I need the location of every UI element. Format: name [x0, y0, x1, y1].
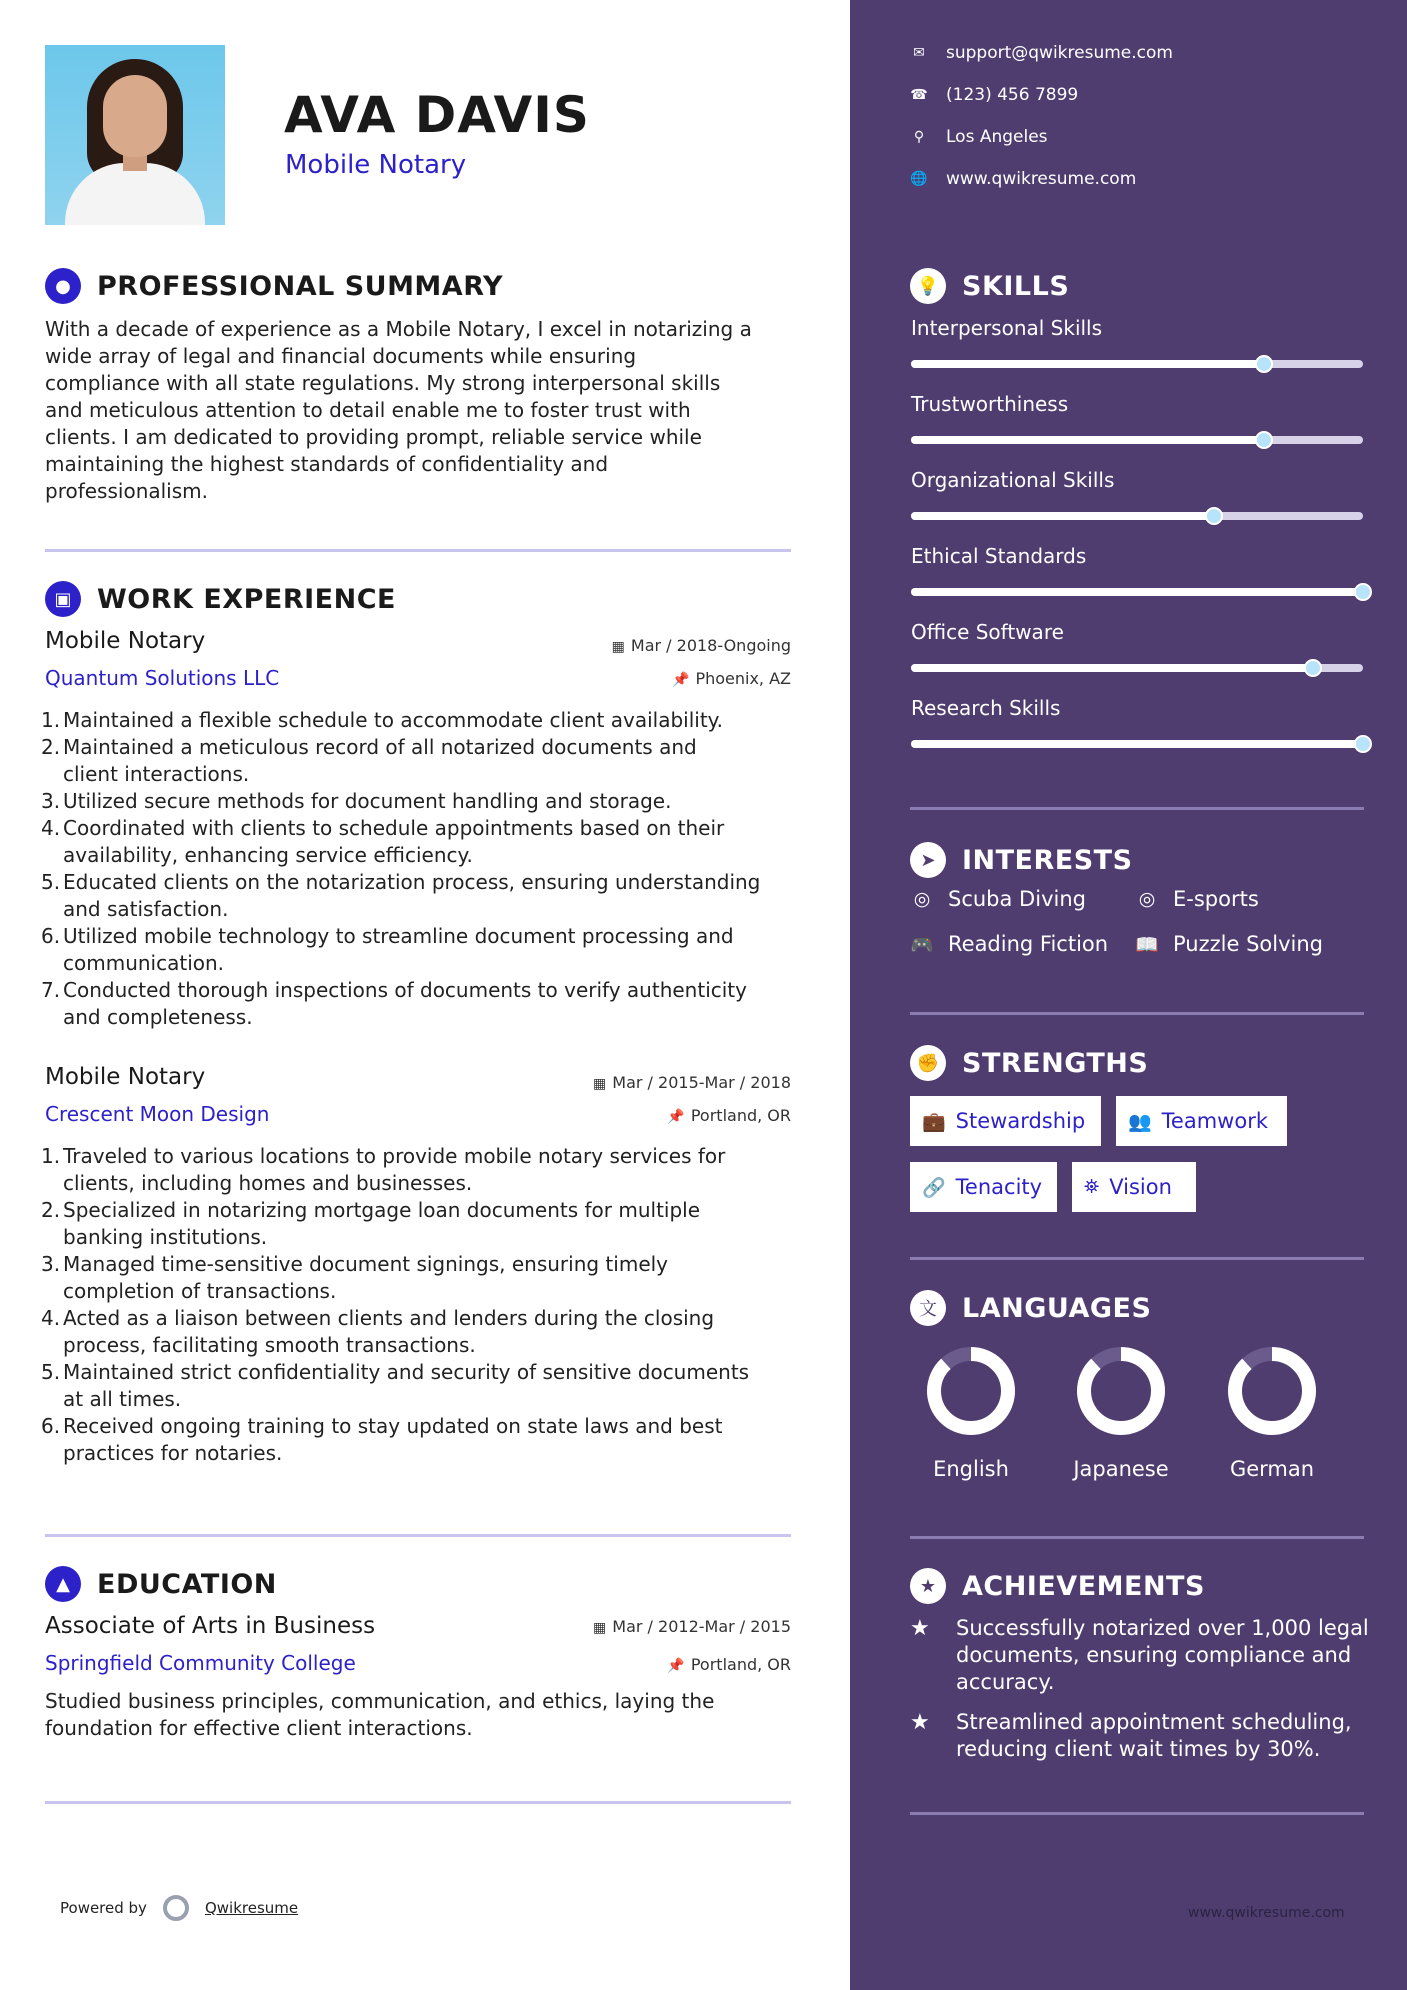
- task-item: 2. Maintained a meticulous record of all notarized documents and client interactions.: [41, 735, 697, 786]
- binoculars-icon: ⛯: [1084, 1176, 1100, 1198]
- footer-site-link[interactable]: www.qwikresume.com: [1188, 1905, 1345, 1921]
- star-badge-icon: ★: [910, 1568, 946, 1604]
- skill-bar: [911, 360, 1363, 368]
- fist-icon: ✊: [910, 1045, 946, 1081]
- skill-bar-fill: [911, 588, 1363, 596]
- summary-line: clients. I am dedicated to providing prompt, reliable service while: [45, 425, 702, 449]
- language-level-ring: [925, 1345, 1017, 1437]
- job-title: Mobile Notary: [45, 1064, 206, 1090]
- strength-badge: 🔗 Tenacity: [910, 1162, 1057, 1212]
- skills-title: SKILLS: [962, 270, 1070, 302]
- paper-plane-icon: ➤: [910, 842, 946, 878]
- calendar-icon: ▦: [611, 639, 625, 655]
- skills-heading: [910, 268, 1069, 304]
- skill-bar-fill: [911, 360, 1264, 368]
- summary-line: professionalism.: [45, 479, 208, 503]
- divider: [910, 1812, 1364, 1815]
- summary-line: maintaining the highest standards of confidentiality and: [45, 452, 609, 476]
- pin-icon: 📌: [667, 1109, 685, 1125]
- skill-name: Trustworthiness: [911, 392, 1069, 416]
- calendar-icon: ▦: [593, 1620, 607, 1636]
- globe-icon: 🌐: [910, 171, 928, 187]
- skill-bar-fill: [911, 512, 1214, 520]
- graduation-cap-icon: ▲: [45, 1566, 81, 1602]
- skill-bar: [911, 436, 1363, 444]
- candidate-name: AVA DAVIS: [284, 86, 590, 144]
- skill-bar: [911, 512, 1363, 520]
- lightbulb-icon: 💡: [910, 268, 946, 304]
- footer-powered-by: Powered by Qwikresume: [60, 1895, 298, 1921]
- experience-title: WORK EXPERIENCE: [97, 583, 396, 615]
- skill-level-knob: [1255, 355, 1273, 373]
- qwikresume-logo-icon: [163, 1895, 189, 1921]
- divider: [910, 807, 1364, 810]
- life-ring-icon: ◎: [913, 888, 931, 910]
- achievements-title: ACHIEVEMENTS: [962, 1570, 1205, 1602]
- task-item: 6. Received ongoing training to stay updated on state laws and best practices for notaries.: [41, 1414, 723, 1465]
- phone-icon: ☎: [910, 87, 928, 103]
- job-location: 📌 Phoenix, AZ: [672, 669, 791, 688]
- job-location: 📌 Portland, OR: [667, 1106, 791, 1125]
- summary-line: compliance with all state regulations. My strong interpersonal skills: [45, 371, 721, 395]
- divider: [45, 1801, 791, 1804]
- task-item: 5. Educated clients on the notarization process, ensuring understanding and satisfaction.: [41, 870, 761, 921]
- skill-name: Organizational Skills: [911, 468, 1115, 492]
- language-level-ring: [1075, 1345, 1167, 1437]
- job-dates: ▦ Mar / 2015-Mar / 2018: [593, 1073, 791, 1092]
- strengths-title: STRENGTHS: [962, 1047, 1149, 1079]
- language-level-ring: [1226, 1345, 1318, 1437]
- interest-item: ◎ Scuba Diving: [910, 887, 1086, 911]
- candidate-role: Mobile Notary: [285, 150, 467, 180]
- education-dates: ▦ Mar / 2012-Mar / 2015: [593, 1617, 791, 1636]
- achievement-item: ★ Streamlined appointment scheduling, reducing client wait times by 30%.: [910, 1710, 1352, 1761]
- summary-line: and meticulous attention to detail enable me to foster trust with: [45, 398, 691, 422]
- task-item: 6. Utilized mobile technology to streamline document processing and communication.: [41, 924, 734, 975]
- contact-email[interactable]: ✉ support@qwikresume.com: [910, 43, 1173, 63]
- experience-heading: [45, 581, 396, 617]
- task-item: 3. Managed time-sensitive document signings, ensuring timely completion of transactions.: [41, 1252, 669, 1303]
- contact-location: ⚲ Los Angeles: [910, 127, 1048, 147]
- skill-bar-fill: [911, 664, 1313, 672]
- divider: [910, 1536, 1364, 1539]
- strength-badge: 💼 Stewardship: [910, 1096, 1101, 1146]
- task-item: 4. Coordinated with clients to schedule appointments based on their availability, enhancing service efficiency.: [41, 816, 725, 867]
- skill-level-knob: [1354, 583, 1372, 601]
- summary-line: With a decade of experience as a Mobile Notary, I excel in notarizing a: [45, 317, 752, 341]
- education-text: Studied business principles, communication, and ethics, laying the foundation for effective client interactions.: [45, 1689, 715, 1740]
- life-ring-icon: ◎: [1138, 888, 1156, 910]
- summary-title: PROFESSIONAL SUMMARY: [97, 270, 504, 302]
- contact-phone[interactable]: ☎ (123) 456 7899: [910, 85, 1079, 105]
- task-item: 1. Maintained a flexible schedule to accommodate client availability.: [41, 708, 724, 732]
- footer-brand-link[interactable]: Qwikresume: [204, 1899, 299, 1917]
- degree-title: Associate of Arts in Business: [45, 1613, 376, 1639]
- envelope-icon: ✉: [913, 45, 925, 61]
- task-item: 3. Utilized secure methods for document handling and storage.: [41, 789, 672, 813]
- summary-line: wide array of legal and financial documents while ensuring: [45, 344, 637, 368]
- education-location: 📌 Portland, OR: [667, 1655, 791, 1674]
- job-title: Mobile Notary: [45, 628, 206, 654]
- language-name: Japanese: [1073, 1457, 1169, 1481]
- contact-website[interactable]: 🌐 www.qwikresume.com: [910, 169, 1137, 189]
- skill-bar: [911, 588, 1363, 596]
- skill-level-knob: [1255, 431, 1273, 449]
- interest-item: 📖 Puzzle Solving: [1135, 932, 1323, 956]
- skill-level-knob: [1354, 735, 1372, 753]
- pin-icon: 📌: [672, 672, 690, 688]
- education-heading: [45, 1566, 277, 1602]
- briefcase-icon: 💼: [922, 1110, 946, 1133]
- summary-text: [45, 316, 825, 505]
- star-icon: ★: [910, 1616, 930, 1641]
- skill-bar: [911, 740, 1363, 748]
- divider: [910, 1257, 1364, 1260]
- skill-level-knob: [1205, 507, 1223, 525]
- skill-name: Research Skills: [911, 696, 1061, 720]
- skill-bar-fill: [911, 740, 1363, 748]
- achievements-heading: [910, 1568, 1205, 1604]
- task-item: 1. Traveled to various locations to provide mobile notary services for clients, including homes and businesses.: [41, 1144, 726, 1195]
- profile-photo: [45, 45, 225, 225]
- languages-title: LANGUAGES: [962, 1292, 1152, 1324]
- user-icon: ●: [45, 268, 81, 304]
- skill-name: Office Software: [911, 620, 1064, 644]
- languages-heading: [910, 1290, 1151, 1326]
- gamepad-icon: 🎮: [910, 933, 934, 956]
- job-company: Crescent Moon Design: [45, 1102, 270, 1126]
- task-item: 7. Conducted thorough inspections of documents to verify authenticity and completeness.: [41, 978, 747, 1029]
- star-icon: ★: [910, 1710, 930, 1735]
- divider: [910, 1012, 1364, 1015]
- map-marker-icon: ⚲: [913, 129, 925, 145]
- skill-name: Interpersonal Skills: [911, 316, 1103, 340]
- task-item: 4. Acted as a liaison between clients and lenders during the closing process, facilitating smooth transactions.: [41, 1306, 715, 1357]
- strengths-heading: [910, 1045, 1148, 1081]
- pin-icon: 📌: [667, 1658, 685, 1674]
- language-icon: 文: [910, 1290, 946, 1326]
- divider: [45, 549, 791, 552]
- job-tasks: [41, 1143, 835, 1467]
- interests-title: INTERESTS: [962, 844, 1133, 876]
- summary-heading: [45, 268, 503, 304]
- interest-item: ◎ E-sports: [1135, 887, 1259, 911]
- skill-bar: [911, 664, 1363, 672]
- skill-name: Ethical Standards: [911, 544, 1087, 568]
- task-item: 2. Specialized in notarizing mortgage loan documents for multiple banking institutions.: [41, 1198, 701, 1249]
- skill-bar-fill: [911, 436, 1264, 444]
- link-icon: 🔗: [922, 1176, 946, 1199]
- education-title: EDUCATION: [97, 1568, 277, 1600]
- language-name: English: [933, 1457, 1009, 1481]
- strength-badge: ⛯ Vision: [1072, 1162, 1196, 1212]
- strength-badge: 👥 Teamwork: [1116, 1096, 1287, 1146]
- job-tasks: [41, 707, 835, 1031]
- book-icon: 📖: [1135, 933, 1159, 956]
- school-name: Springfield Community College: [45, 1651, 356, 1675]
- calendar-icon: ▦: [593, 1076, 607, 1092]
- briefcase-icon: ▣: [45, 581, 81, 617]
- divider: [45, 1534, 791, 1537]
- interests-heading: [910, 842, 1133, 878]
- language-name: German: [1229, 1457, 1315, 1481]
- achievement-item: ★ Successfully notarized over 1,000 legal documents, ensuring compliance and accuracy.: [910, 1616, 1369, 1694]
- job-company: Quantum Solutions LLC: [45, 666, 280, 690]
- job-dates: ▦ Mar / 2018-Ongoing: [611, 636, 791, 655]
- interest-item: 🎮 Reading Fiction: [910, 932, 1109, 956]
- users-icon: 👥: [1128, 1110, 1152, 1133]
- task-item: 5. Maintained strict confidentiality and security of sensitive documents at all times.: [41, 1360, 750, 1411]
